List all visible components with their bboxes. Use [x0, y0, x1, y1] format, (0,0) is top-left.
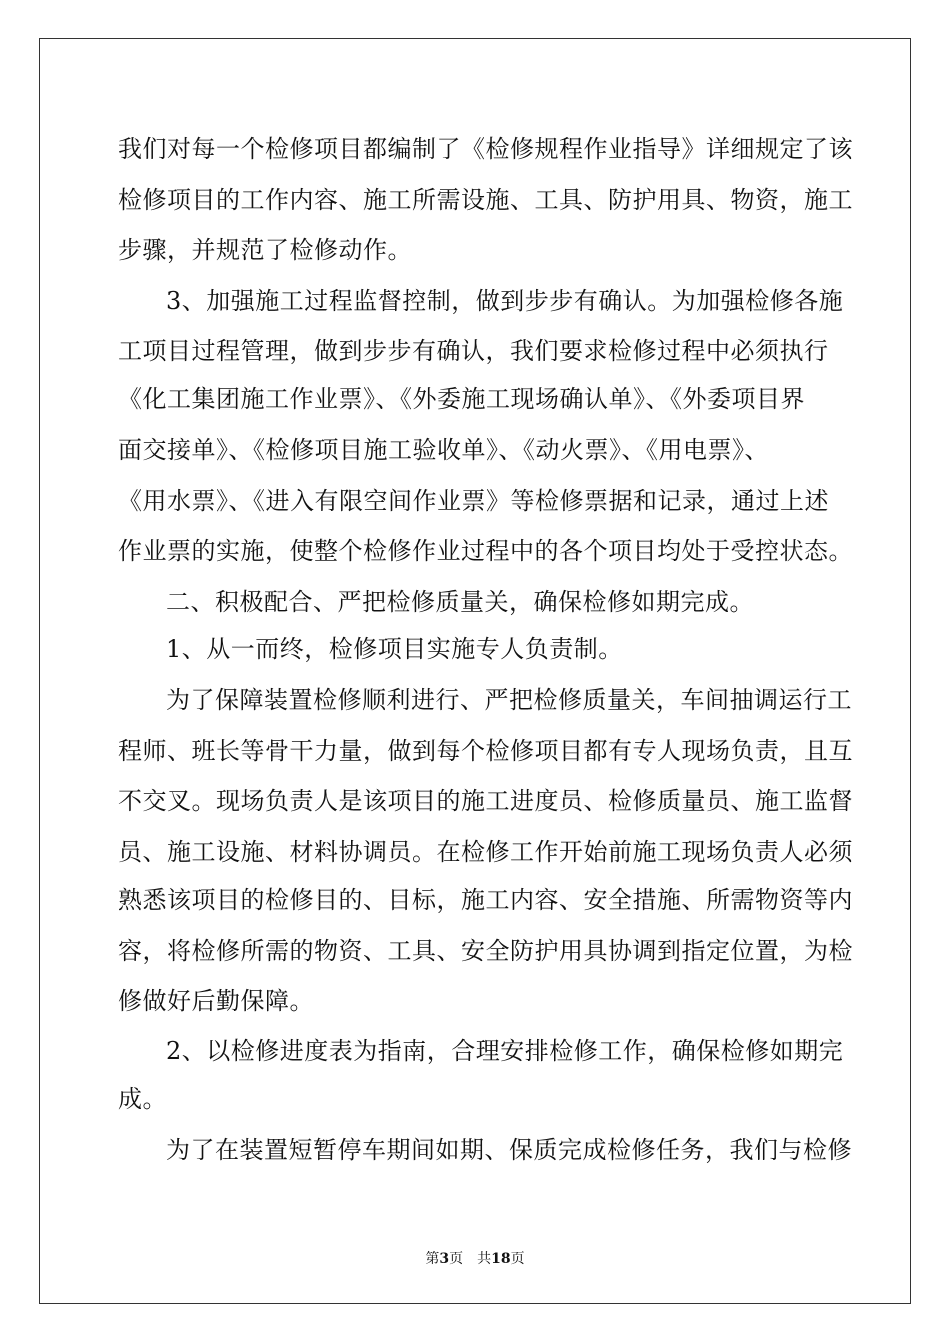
footer-suffix: 页	[510, 1251, 525, 1267]
body-text-line: 检修项目的工作内容、施工所需设施、工具、防护用具、物资，施工	[118, 186, 853, 214]
page-total: 18	[491, 1251, 511, 1267]
body-text-line: 《用水票》、《进入有限空间作业票》等检修票据和记录，通过上述	[118, 487, 829, 515]
body-text-line: 3、加强施工过程监督控制，做到步步有确认。为加强检修各施	[166, 287, 844, 315]
body-text-line: 不交叉。现场负责人是该项目的施工进度员、检修质量员、施工监督	[118, 787, 853, 815]
body-text-line: 成。	[118, 1085, 167, 1113]
page-number: 3	[439, 1251, 450, 1267]
footer-mid: 页 共	[449, 1251, 492, 1267]
body-text-line: 我们对每一个检修项目都编制了《检修规程作业指导》详细规定了该	[118, 135, 853, 163]
body-text-line: 作业票的实施，使整个检修作业过程中的各个项目均处于受控状态。	[118, 537, 853, 565]
body-text-line: 修做好后勤保障。	[118, 987, 314, 1015]
body-text-line: 为了在装置短暂停车期间如期、保质完成检修任务，我们与检修	[166, 1136, 852, 1164]
page-footer	[0, 1248, 950, 1268]
body-text-line: 步骤，并规范了检修动作。	[118, 236, 412, 264]
body-text-line: 工项目过程管理，做到步步有确认，我们要求检修过程中必须执行	[118, 337, 829, 365]
body-text-line: 员、施工设施、材料协调员。在检修工作开始前施工现场负责人必须	[118, 838, 853, 866]
section-heading: 二、积极配合、严把检修质量关，确保检修如期完成。	[166, 588, 754, 616]
page-border	[39, 38, 911, 1304]
body-text-line: 程师、班长等骨干力量，做到每个检修项目都有专人现场负责，且互	[118, 737, 853, 765]
footer-prefix: 第	[425, 1251, 440, 1267]
body-text-line: 面交接单》、《检修项目施工验收单》、《动火票》、《用电票》、	[118, 436, 769, 464]
body-text-line: 容，将检修所需的物资、工具、安全防护用具协调到指定位置，为检	[118, 937, 853, 965]
body-text-line: 2、以检修进度表为指南，合理安排检修工作，确保检修如期完	[166, 1037, 844, 1065]
body-text-line: 为了保障装置检修顺利进行、严把检修质量关，车间抽调运行工	[166, 686, 852, 714]
body-text-line: 《化工集团施工作业票》、《外委施工现场确认单》、《外委项目界	[118, 385, 805, 413]
body-text-line: 1、从一而终，检修项目实施专人负责制。	[166, 635, 623, 663]
body-text-line: 熟悉该项目的检修目的、目标，施工内容、安全措施、所需物资等内	[118, 886, 853, 914]
